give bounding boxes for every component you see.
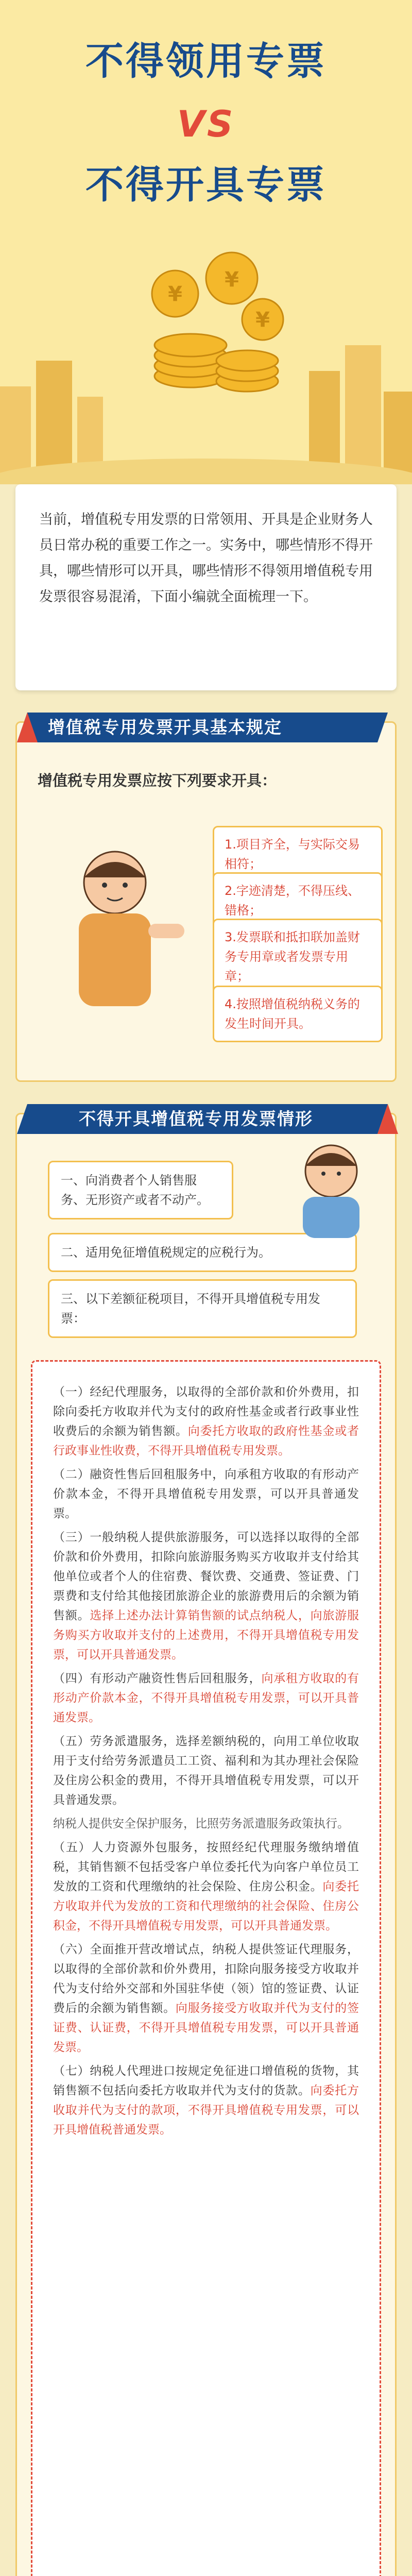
差额-taxation-details bbox=[31, 1360, 381, 2576]
section-title: 增值税专用发票开具基本规定 bbox=[48, 717, 282, 737]
detail-1: （一）经纪代理服务，以取得的全部价款和价外费用，扣除向委托方收取并代为支付的政府性基金或者行政事业性收费后的余额为销售额。向委托方收取的政府性基金或者行政事业性收费，不得开具增值税专用发票。 bbox=[53, 1385, 359, 1458]
section-title: 不得开具增值税专用发票情形 bbox=[79, 1109, 313, 1129]
intro-card bbox=[15, 484, 397, 690]
detail-4: （四）有形动产融资性售后回租服务，向承租方收取的有形动产价款本金，不得开具增值税专用发票，可以开具普通发票。 bbox=[53, 1672, 359, 1724]
requirement-1: 1.项目齐全，与实际交易相符； bbox=[213, 826, 383, 883]
hero-title-line2: 不得开具专票 bbox=[85, 163, 327, 207]
svg-text:¥: ¥ bbox=[168, 282, 182, 306]
intro-text: 当前，增值税专用发票的日常领用、开具是企业财务人员日常办税的重要工作之一。实务中，哪些情形不得开具，哪些情形可以开具，哪些情形不得领用增值税专用发票很容易混淆，下面小编就全面梳理一下。 bbox=[39, 512, 373, 605]
person-pointing-icon bbox=[43, 841, 187, 1027]
detail-2: （二）融资性售后回租服务中，向承租方收取的有形动产价款本金，不得开具增值税专用发票，可以开具普通发票。 bbox=[53, 1468, 359, 1520]
detail-3: （三）一般纳税人提供旅游服务，可以选择以取得的全部价款和价外费用，扣除向旅游服务购买方收取并支付给其他单位或者个人的住宿费、餐饮费、交通费、签证费、门票费和支付给其他接团旅游企业的旅游费用后的余额为销售额。选择上述办法计算销售额的试点纳税人，向旅游服务购买方收取并支付的上述费用，不得开具增值税专用发票，可以开具普通发票。 bbox=[53, 1531, 359, 1662]
not-issue-item-2: 二、适用免征增值税规定的应税行为。 bbox=[48, 1233, 357, 1272]
svg-text:¥: ¥ bbox=[225, 268, 239, 292]
svg-text:¥: ¥ bbox=[255, 308, 270, 332]
detail-5-note: 纳税人提供安全保护服务，比照劳务派遣服务政策执行。 bbox=[53, 1817, 349, 1831]
detail-8: （七）纳税人代理进口按规定免征进口增值税的货物，其销售额不包括向委托方收取并代为支付的货款。向委托方收取并代为支付的款项，不得开具增值税专用发票，可以开具增值税普通发票。 bbox=[53, 2064, 359, 2137]
thinking-person-icon bbox=[274, 1135, 388, 1238]
hero-title-line1: 不得领用专票 bbox=[85, 39, 327, 83]
detail-6: （五）人力资源外包服务，按照经纪代理服务缴纳增值税，其销售额不包括受客户单位委托代为向客户单位员工发放的工资和代理缴纳的社会保险、住房公积金。向委托方收取并代为发放的工资和代理缴纳的社会保险、住房公积金，不得开具增值税专用发票，可以开具普通发票。 bbox=[53, 1841, 359, 1933]
detail-5: （五）劳务派遣服务，选择差额纳税的，向用工单位收取用于支付给劳务派遣员工工资、福利和为其办理社会保险及住房公积金的费用，不得开具增值税专用发票，可以开具普通发票。 bbox=[53, 1735, 359, 1807]
coin-stack-illustration bbox=[129, 242, 294, 407]
section-lead: 增值税专用发票应按下列要求开具： bbox=[38, 772, 277, 789]
hero-banner bbox=[0, 0, 412, 484]
not-issue-item-3: 三、以下差额征税项目，不得开具增值税专用发票： bbox=[48, 1279, 357, 1338]
requirement-2: 2.字迹清楚，不得压线、错格； bbox=[213, 872, 383, 929]
section-basic-rules bbox=[15, 717, 397, 1082]
requirement-4: 4.按照增值税纳税义务的发生时间开具。 bbox=[213, 986, 383, 1042]
requirement-3: 3.发票联和抵扣联加盖财务专用章或者发票专用章； bbox=[213, 919, 383, 995]
hero-vs: VS bbox=[177, 103, 235, 145]
not-issue-item-1: 一、向消费者个人销售服务、无形资产或者不动产。 bbox=[48, 1161, 233, 1219]
detail-7: （六）全面推开营改增试点，纳税人提供签证代理服务，以取得的全部价款和价外费用，扣除向服务接受方收取并代为支付给外交部和外国驻华使（领）馆的签证费、认证费后的余额为销售额。向服务接受方收取并代为支付的签证费、认证费，不得开具增值税专用发票，可以开具普通发票。 bbox=[53, 1943, 359, 2054]
